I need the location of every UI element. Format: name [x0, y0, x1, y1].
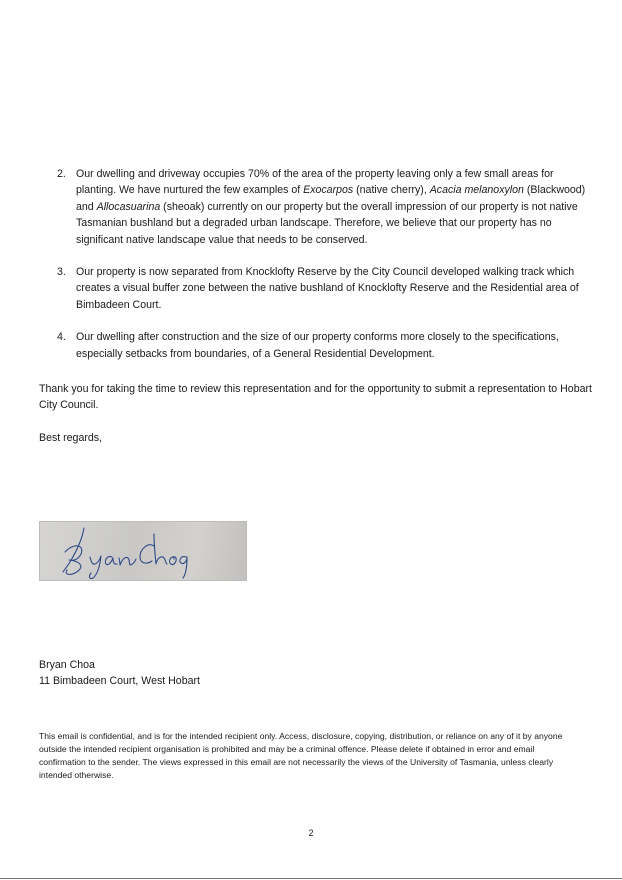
numbered-list — [57, 166, 589, 378]
signature-drawing — [40, 522, 246, 580]
signature-image — [39, 521, 247, 581]
list-item — [57, 166, 589, 248]
list-item-number: 3. — [57, 266, 66, 279]
thank-you-paragraph: Thank you for taking the time to review this representation and for the opportunity to submit a representation to Hobart City Council. — [39, 383, 592, 412]
list-item-text: Our dwelling after construction and the size of our property conforms more closely to the specifications, especially setbacks from boundaries, of a General Residential Development. — [76, 331, 559, 360]
page-bottom-border — [0, 878, 622, 879]
list-item-text: Our dwelling and driveway occupies 70% of the area of the property leaving only a few small areas for planting. We have nurtured the few examples of Exocarpos (native cherry), Acacia melanoxylon (Blackwood) and Allocasuarina (sheoak) currently on our property but the overall impression of our property is not native Tasmanian bushland but a degraded urban landscape. Therefore, we believe that our property has no significant native landscape value that needs to be conserved. — [76, 168, 586, 246]
list-item-number: 2. — [57, 168, 66, 180]
list-item — [57, 329, 589, 362]
sender-name: Bryan Choa — [39, 659, 95, 671]
page-number: 2 — [308, 828, 314, 838]
closing-salutation: Best regards, — [39, 432, 103, 444]
sender-address: 11 Bimbadeen Court, West Hobart — [39, 675, 200, 687]
list-item-text: Our property is now separated from Knocklofty Reserve by the City Council developed walking track which creates a visual buffer zone between the native bushland of Knocklofty Reserve and the Residential area of Bimbadeen Court. — [76, 266, 579, 311]
list-item-number: 4. — [57, 331, 66, 344]
confidentiality-disclaimer: This email is confidential, and is for the intended recipient only. Access, disclosure, copying, distribution, or reliance on any of it by anyone outside the intended recipient organisation is prohibited and may be a criminal offence. Please delete if obtained in error and email confirmation to the sender. The views expressed in this email are not necessarily the views of the University of Tasmania, unless clearly intended otherwise. — [39, 731, 563, 780]
list-item — [57, 264, 589, 313]
